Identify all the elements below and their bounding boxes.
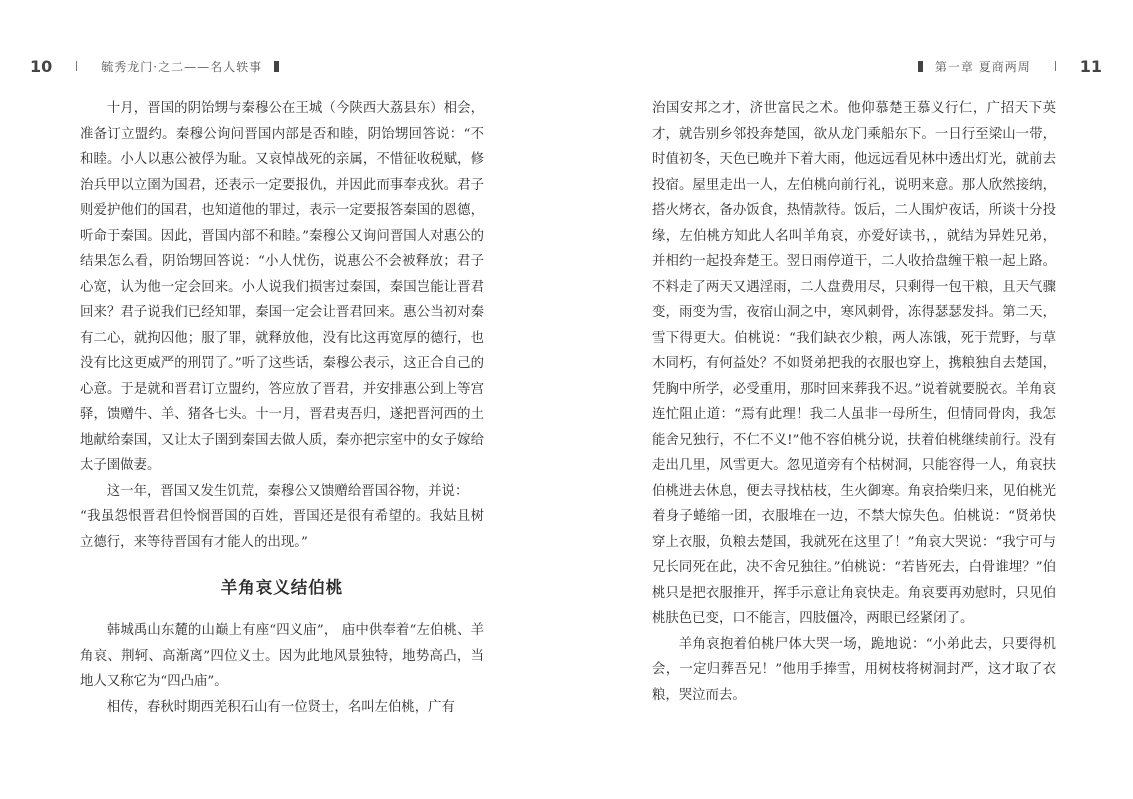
paragraph: 这一年，晋国又发生饥荒，秦穆公又馈赠给晋国谷物，并说： — [106, 483, 469, 499]
left-page-number: 10 — [30, 56, 53, 76]
header-separator — [1055, 61, 1056, 71]
header-block-marker — [274, 61, 279, 72]
left-header-title: 毓秀龙门·之二——名人轶事 — [101, 59, 263, 74]
left-page-header — [30, 55, 279, 77]
right-page-number: 11 — [1079, 56, 1102, 76]
right-page-header — [918, 55, 1102, 77]
header-block-marker — [918, 61, 923, 72]
left-page-content — [80, 96, 484, 720]
paragraph-continuation: 治国安邦之才，济世富民之术。他仰慕楚王慕义行仁，广招天下英才，就告别乡邻投奔楚国，欲从龙门乘船东下。一日行至梁山一带，时值初冬，天色已晚并下着大雨，他远远看见林中透出灯光，就前去投宿。屋里走出一人，左伯桃向前行礼，说明来意。那人欣然接纳，搭火烤衣，备办饭食，热情款待。饭后，二人围炉夜话，所谈十分投缘，左伯桃方知此人名叫羊角哀，亦爱好读书，，就结为异姓兄弟，并相约一起投奔楚王。翌日雨停道干，二人收拾盘缠干粮一起上路。不料走了两天又遇淫雨，二人盘费用尽，只剩得一包干粮，且天气骤变，雨变为雪，夜宿山洞之中，寒风刺骨，冻得瑟瑟发抖。第二天，雪下得更大。伯桃说：“我们缺衣少粮，两人冻饿，死于荒野，与草木同朽，有何益处？不如贤弟把我的衣服也穿上，携粮独自去楚国，凭胸中所学，必受重用，那时回来葬我不迟。”说着就要脱衣。羊角哀连忙阻止道：“焉有此理！我二人虽非一母所生，但情同骨肉，我怎能舍兄独行，不仁不义!”他不容伯桃分说，扶着伯桃继续前行。没有走出几里，风雪更大。忽见道旁有个枯树洞，只能容得一人，角哀扶伯桃进去休息，便去寻找枯枝，生火御寒。角哀拾柴归来，见伯桃光着身子蜷缩一团，衣服堆在一边，不禁大惊失色。伯桃说：“贤弟快穿上衣服，负粮去楚国，我就死在这里了！”角哀大哭说：“我宁可与兄长同死在此，决不舍兄独往。”伯桃说：“若皆死去，白骨谁埋？”伯桃只是把衣服推开，挥手示意让角哀快走。角哀要再劝慰时，只见伯桃肤色已变，口不能言，四肢僵冷，两眼已经紧闭了。 — [652, 101, 1056, 626]
section-title: 羊角哀义结伯桃 — [220, 578, 344, 597]
right-page — [566, 0, 1132, 799]
paragraph-continuation: “我虽怨恨晋君但怜悯晋国的百姓，晋国还是很有希望的。我姑且树立德行，来等待晋国有才能人的出现。” — [80, 509, 484, 550]
right-page-content — [652, 96, 1056, 708]
left-page — [0, 0, 566, 799]
right-header-title: 第一章 夏商两周 — [934, 59, 1031, 74]
header-separator — [76, 61, 77, 71]
paragraph: 相传，春秋时期西羌积石山有一位贤士，名叫左伯桃，广有 — [106, 699, 455, 715]
paragraph: 韩城禹山东麓的山巅上有座“四义庙”， 庙中供奉着“左伯桃、羊角哀、荆轲、高渐离”四位义士。因为此地风景独特，地势高凸，当地人又称它为“四凸庙”。 — [80, 623, 484, 689]
paragraph: 十月，晋国的阴饴甥与秦穆公在王城（今陕西大荔县东）相会，准备订立盟约。秦穆公询问晋国内部是否和睦，阴饴甥回答说：“不和睦。小人以惠公被俘为耻。又哀悼战死的亲属，不惜征收税赋，修治兵甲以立圉为国君，还表示一定要报仇，并因此而事奉戎狄。君子则爱护他们的国君，也知道他的罪过，表示一定要报答秦国的恩德，听命于秦国。因此，晋国内部不和睦。”秦穆公又询问晋国人对惠公的结果怎么看，阴饴甥回答说：“小人忧伤，说惠公不会被释放；君子心宽，认为他一定会回来。小人说我们损害过秦国，秦国岂能让晋君回来？君子说我们已经知罪，秦国一定会让晋君回来。惠公当初对秦有二心，就拘囚他；服了罪，就释放他，没有比这再宽厚的德行，也没有比这更威严的刑罚了。”听了这些话，秦穆公表示，这正合自己的心意。于是就和晋君订立盟约，答应放了晋君，并安排惠公到上等宫驿，馈赠牛、羊、猪各七头。十一月，晋君夷吾归，遂把晋河西的土地献给秦国，又让太子圉到秦国去做人质，秦亦把宗室中的女子嫁给太子圉做妻。 — [80, 101, 484, 473]
paragraph: 羊角哀抱着伯桃尸体大哭一场，跪地说：“小弟此去，只要得机会，一定归葬吾兄！”他用手捧雪，用树枝将树洞封严，这才取了衣粮，哭泣而去。 — [652, 636, 1056, 703]
